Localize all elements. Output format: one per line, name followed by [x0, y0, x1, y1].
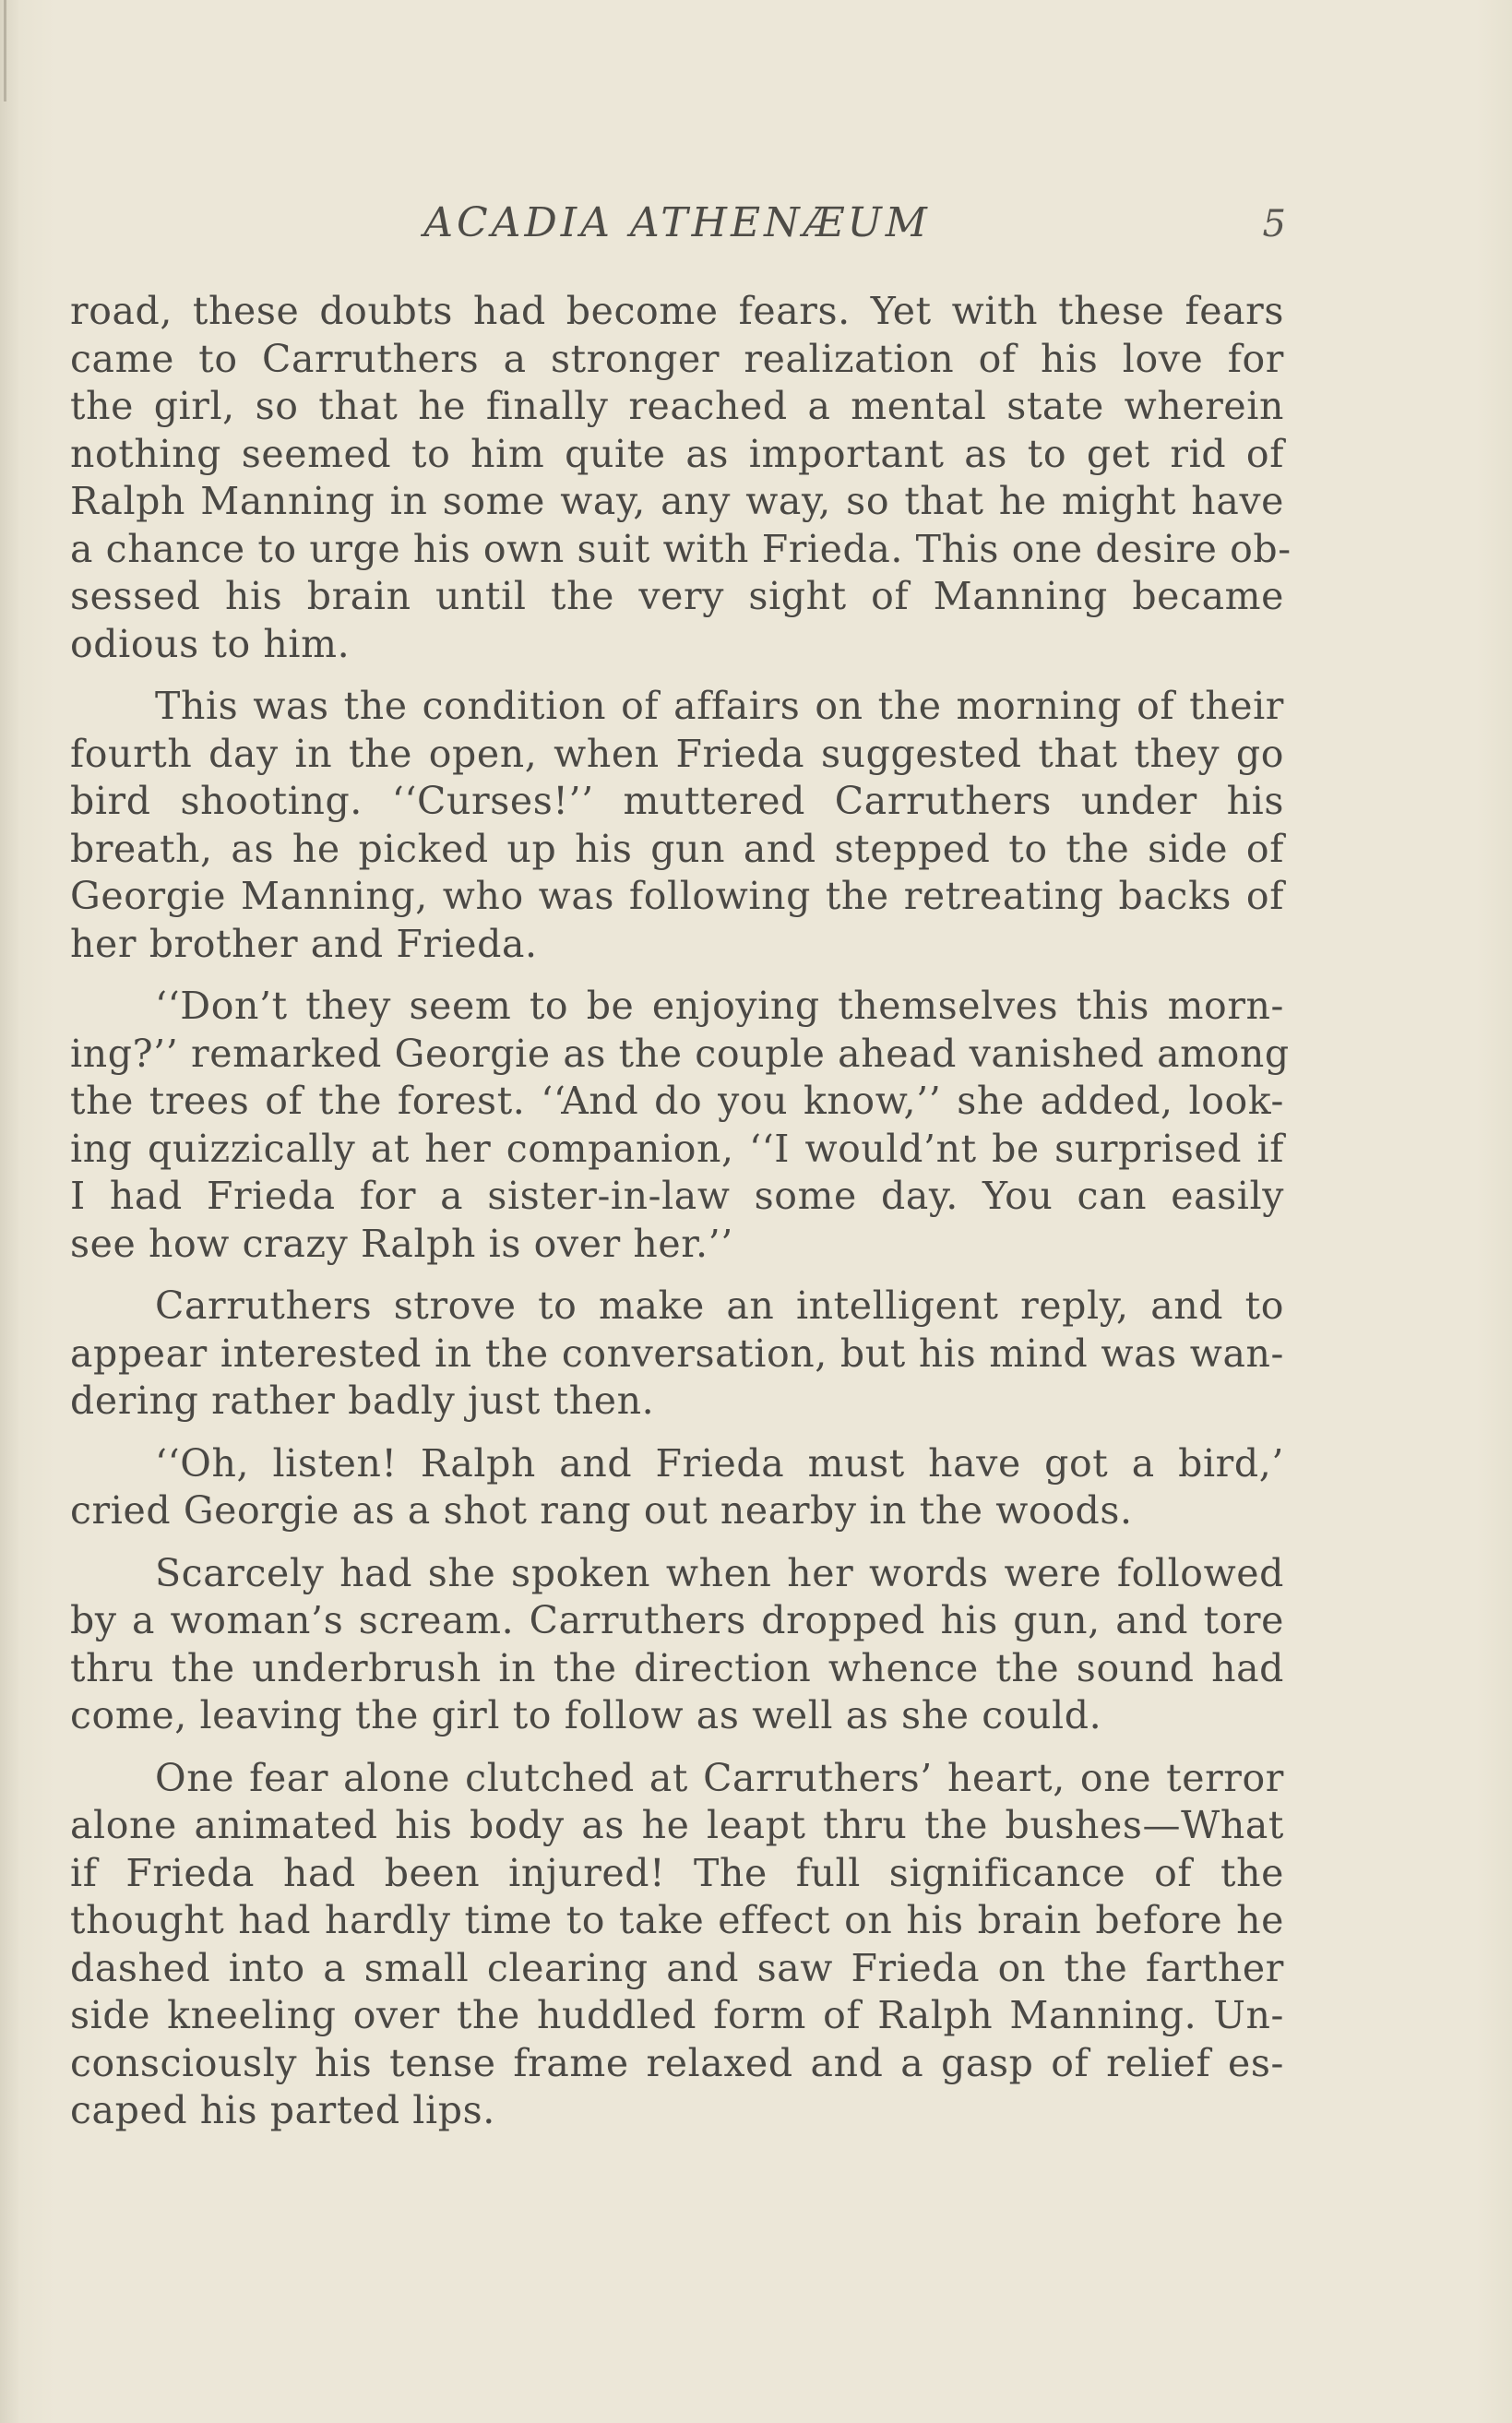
binding-edge — [4, 0, 6, 101]
text-line: if Frieda had been injured! The full significance of the — [70, 1850, 1284, 1895]
text-line: caped his parted lips. — [70, 2088, 495, 2132]
paragraph — [70, 288, 1292, 668]
paragraph — [70, 1755, 1284, 2135]
text-line: ing?’’ remarked Georgie as the couple ahead vanished among — [70, 1031, 1290, 1076]
text-line: ‘‘Don’t they seem to be enjoying themselves this morn- — [155, 984, 1284, 1028]
text-line: came to Carruthers a stronger realization of his love for — [70, 336, 1284, 381]
paragraph — [70, 983, 1290, 1268]
text-line: side kneeling over the huddled form of Ralph Manning. Un- — [70, 1993, 1284, 2037]
text-line: Scarcely had she spoken when her words were followed — [155, 1550, 1284, 1595]
text-line: Ralph Manning in some way, any way, so that he might have — [70, 479, 1284, 523]
text-line: Georgie Manning, who was following the retreating backs of — [70, 874, 1284, 918]
text-line: cried Georgie as a shot rang out nearby in the woods. — [70, 1488, 1133, 1533]
text-line: ing quizzically at her companion, ‘‘I would’nt be surprised if — [70, 1126, 1284, 1171]
text-line: fourth day in the open, when Frieda suggested that they go — [70, 731, 1284, 776]
text-line: sessed his brain until the very sight of Manning became — [70, 574, 1284, 618]
paragraph — [70, 683, 1284, 968]
text-line: ‘‘Oh, listen! Ralph and Frieda must have got a bird,’ — [155, 1440, 1284, 1486]
text-line: a chance to urge his own suit with Frieda. This one desire ob- — [70, 526, 1292, 571]
text-line: thru the underbrush in the direction whence the sound had — [70, 1645, 1284, 1690]
text-line: breath, as he picked up his gun and stepped to the side of — [70, 826, 1284, 871]
text-line: consciously his tense frame relaxed and a gasp of relief es- — [70, 2040, 1284, 2085]
text-line: dering rather badly just then. — [70, 1379, 655, 1423]
running-title: ACADIA ATHENÆUM — [423, 199, 931, 246]
text-line: bird shooting. ‘‘Curses!’’ muttered Carruthers under his — [70, 779, 1284, 823]
text-line: alone animated his body as he leapt thru the bushes—What — [70, 1803, 1284, 1847]
text-line: One fear alone clutched at Carruthers’ heart, one terror — [155, 1755, 1284, 1800]
body-text — [70, 288, 1292, 2150]
page-number: 5 — [1262, 203, 1286, 245]
paragraph — [70, 1440, 1284, 1535]
text-line: see how crazy Ralph is over her.’’ — [70, 1221, 733, 1266]
text-line: come, leaving the girl to follow as well as she could. — [70, 1693, 1102, 1737]
text-line: This was the condition of affairs on the morning of their — [155, 684, 1284, 728]
text-line: thought had hardly time to take effect on his brain before he — [70, 1898, 1284, 1942]
paragraph — [70, 1283, 1284, 1426]
text-line: nothing seemed to him quite as important as to get rid of — [70, 431, 1284, 476]
text-line: dashed into a small clearing and saw Frieda on the farther — [70, 1945, 1284, 1990]
text-line: appear interested in the conversation, but his mind was wan- — [70, 1331, 1284, 1376]
page-header — [70, 199, 1284, 255]
text-line: by a woman’s scream. Carruthers dropped his gun, and tore — [70, 1598, 1284, 1642]
text-line: her brother and Frieda. — [70, 921, 538, 966]
text-line: the girl, so that he finally reached a mental state wherein — [70, 384, 1284, 428]
text-line: I had Frieda for a sister-in-law some day. You can easily — [70, 1174, 1284, 1218]
paragraph — [70, 1550, 1284, 1740]
text-line: road, these doubts had become fears. Yet with these fears — [70, 289, 1284, 333]
text-line: the trees of the forest. ‘‘And do you know,’’ she added, look- — [70, 1079, 1284, 1123]
text-line: odious to him. — [70, 621, 351, 666]
text-line: Carruthers strove to make an intelligent reply, and to — [155, 1283, 1284, 1328]
